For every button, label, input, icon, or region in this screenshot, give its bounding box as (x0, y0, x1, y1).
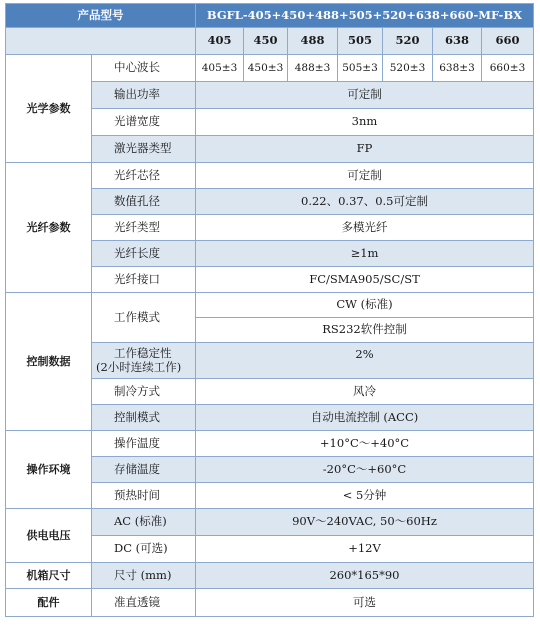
center-wavelength-value: 405±3 (196, 55, 244, 82)
storage-temp-value: -20°C～+60°C (196, 457, 534, 483)
spec-table (5, 3, 534, 617)
row-label: 制冷方式 (92, 379, 196, 405)
cooling-value: 风冷 (196, 379, 534, 405)
ac-value: 90V～240VAC, 50～60Hz (196, 509, 534, 536)
work-mode-value-cw: CW (标准) (196, 293, 534, 318)
row-label: 激光器类型 (92, 136, 196, 163)
control-mode-value: 自动电流控制 (ACC) (196, 405, 534, 431)
group-accessories: 配件 (6, 589, 92, 617)
group-chassis: 机箱尺寸 (6, 563, 92, 589)
wavelength-header-row (6, 28, 534, 55)
model-value: BGFL-405+450+488+505+520+638+660-MF-BX (196, 4, 534, 28)
stability-value: 2% (196, 343, 534, 379)
group-fiber: 光纤参数 (6, 163, 92, 293)
center-wavelength-value: 450±3 (244, 55, 288, 82)
row-label: 光纤类型 (92, 215, 196, 241)
center-wavelength-value: 660±3 (482, 55, 534, 82)
numerical-aperture-value: 0.22、0.37、0.5可定制 (196, 189, 534, 215)
header-blank-cell (6, 28, 196, 55)
accessories-row (6, 589, 534, 617)
model-row (6, 4, 534, 28)
work-mode-row (6, 293, 534, 318)
chassis-size-value: 260*165*90 (196, 563, 534, 589)
fiber-connector-value: FC/SMA905/SC/ST (196, 267, 534, 293)
row-label: 准直透镜 (92, 589, 196, 617)
output-power-value: 可定制 (196, 82, 534, 109)
operating-temp-row (6, 431, 534, 457)
spectral-width-value: 3nm (196, 109, 534, 136)
wavelength-header: 660 (482, 28, 534, 55)
fiber-type-value: 多模光纤 (196, 215, 534, 241)
stability-label-line2: (2小时连续工作) (96, 359, 182, 374)
center-wavelength-value: 505±3 (338, 55, 383, 82)
group-environment: 操作环境 (6, 431, 92, 509)
row-label (92, 343, 196, 379)
wavelength-header: 638 (433, 28, 482, 55)
row-label: 尺寸 (mm) (92, 563, 196, 589)
lens-value: 可选 (196, 589, 534, 617)
group-power: 供电电压 (6, 509, 92, 563)
row-label: 输出功率 (92, 82, 196, 109)
row-label: DC (可选) (92, 536, 196, 563)
dc-value: +12V (196, 536, 534, 563)
row-label: 控制模式 (92, 405, 196, 431)
wavelength-header: 450 (244, 28, 288, 55)
wavelength-header: 488 (288, 28, 338, 55)
core-diameter-row (6, 163, 534, 189)
model-label: 产品型号 (6, 4, 196, 28)
operating-temp-value: +10°C～+40°C (196, 431, 534, 457)
chassis-row (6, 563, 534, 589)
row-label: 数值孔径 (92, 189, 196, 215)
row-label: 光纤长度 (92, 241, 196, 267)
center-wavelength-value: 488±3 (288, 55, 338, 82)
fiber-length-value: ≥1m (196, 241, 534, 267)
row-label: 操作温度 (92, 431, 196, 457)
row-label: 预热时间 (92, 483, 196, 509)
ac-row (6, 509, 534, 536)
row-label: 光谱宽度 (92, 109, 196, 136)
row-label: 光纤芯径 (92, 163, 196, 189)
laser-type-value: FP (196, 136, 534, 163)
center-wavelength-value: 638±3 (433, 55, 482, 82)
warmup-value: < 5分钟 (196, 483, 534, 509)
group-optical: 光学参数 (6, 55, 92, 163)
row-label: 工作模式 (92, 293, 196, 343)
wavelength-header: 520 (383, 28, 433, 55)
row-label: 光纤接口 (92, 267, 196, 293)
work-mode-value-rs232: RS232软件控制 (196, 318, 534, 343)
center-wavelength-row (6, 55, 534, 82)
core-diameter-value: 可定制 (196, 163, 534, 189)
wavelength-header: 405 (196, 28, 244, 55)
center-wavelength-value: 520±3 (383, 55, 433, 82)
row-label: 存储温度 (92, 457, 196, 483)
wavelength-header: 505 (338, 28, 383, 55)
row-label: 中心波长 (92, 55, 196, 82)
row-label: AC (标准) (92, 509, 196, 536)
stability-label-line1: 工作稳定性 (114, 345, 172, 360)
group-control: 控制数据 (6, 293, 92, 431)
